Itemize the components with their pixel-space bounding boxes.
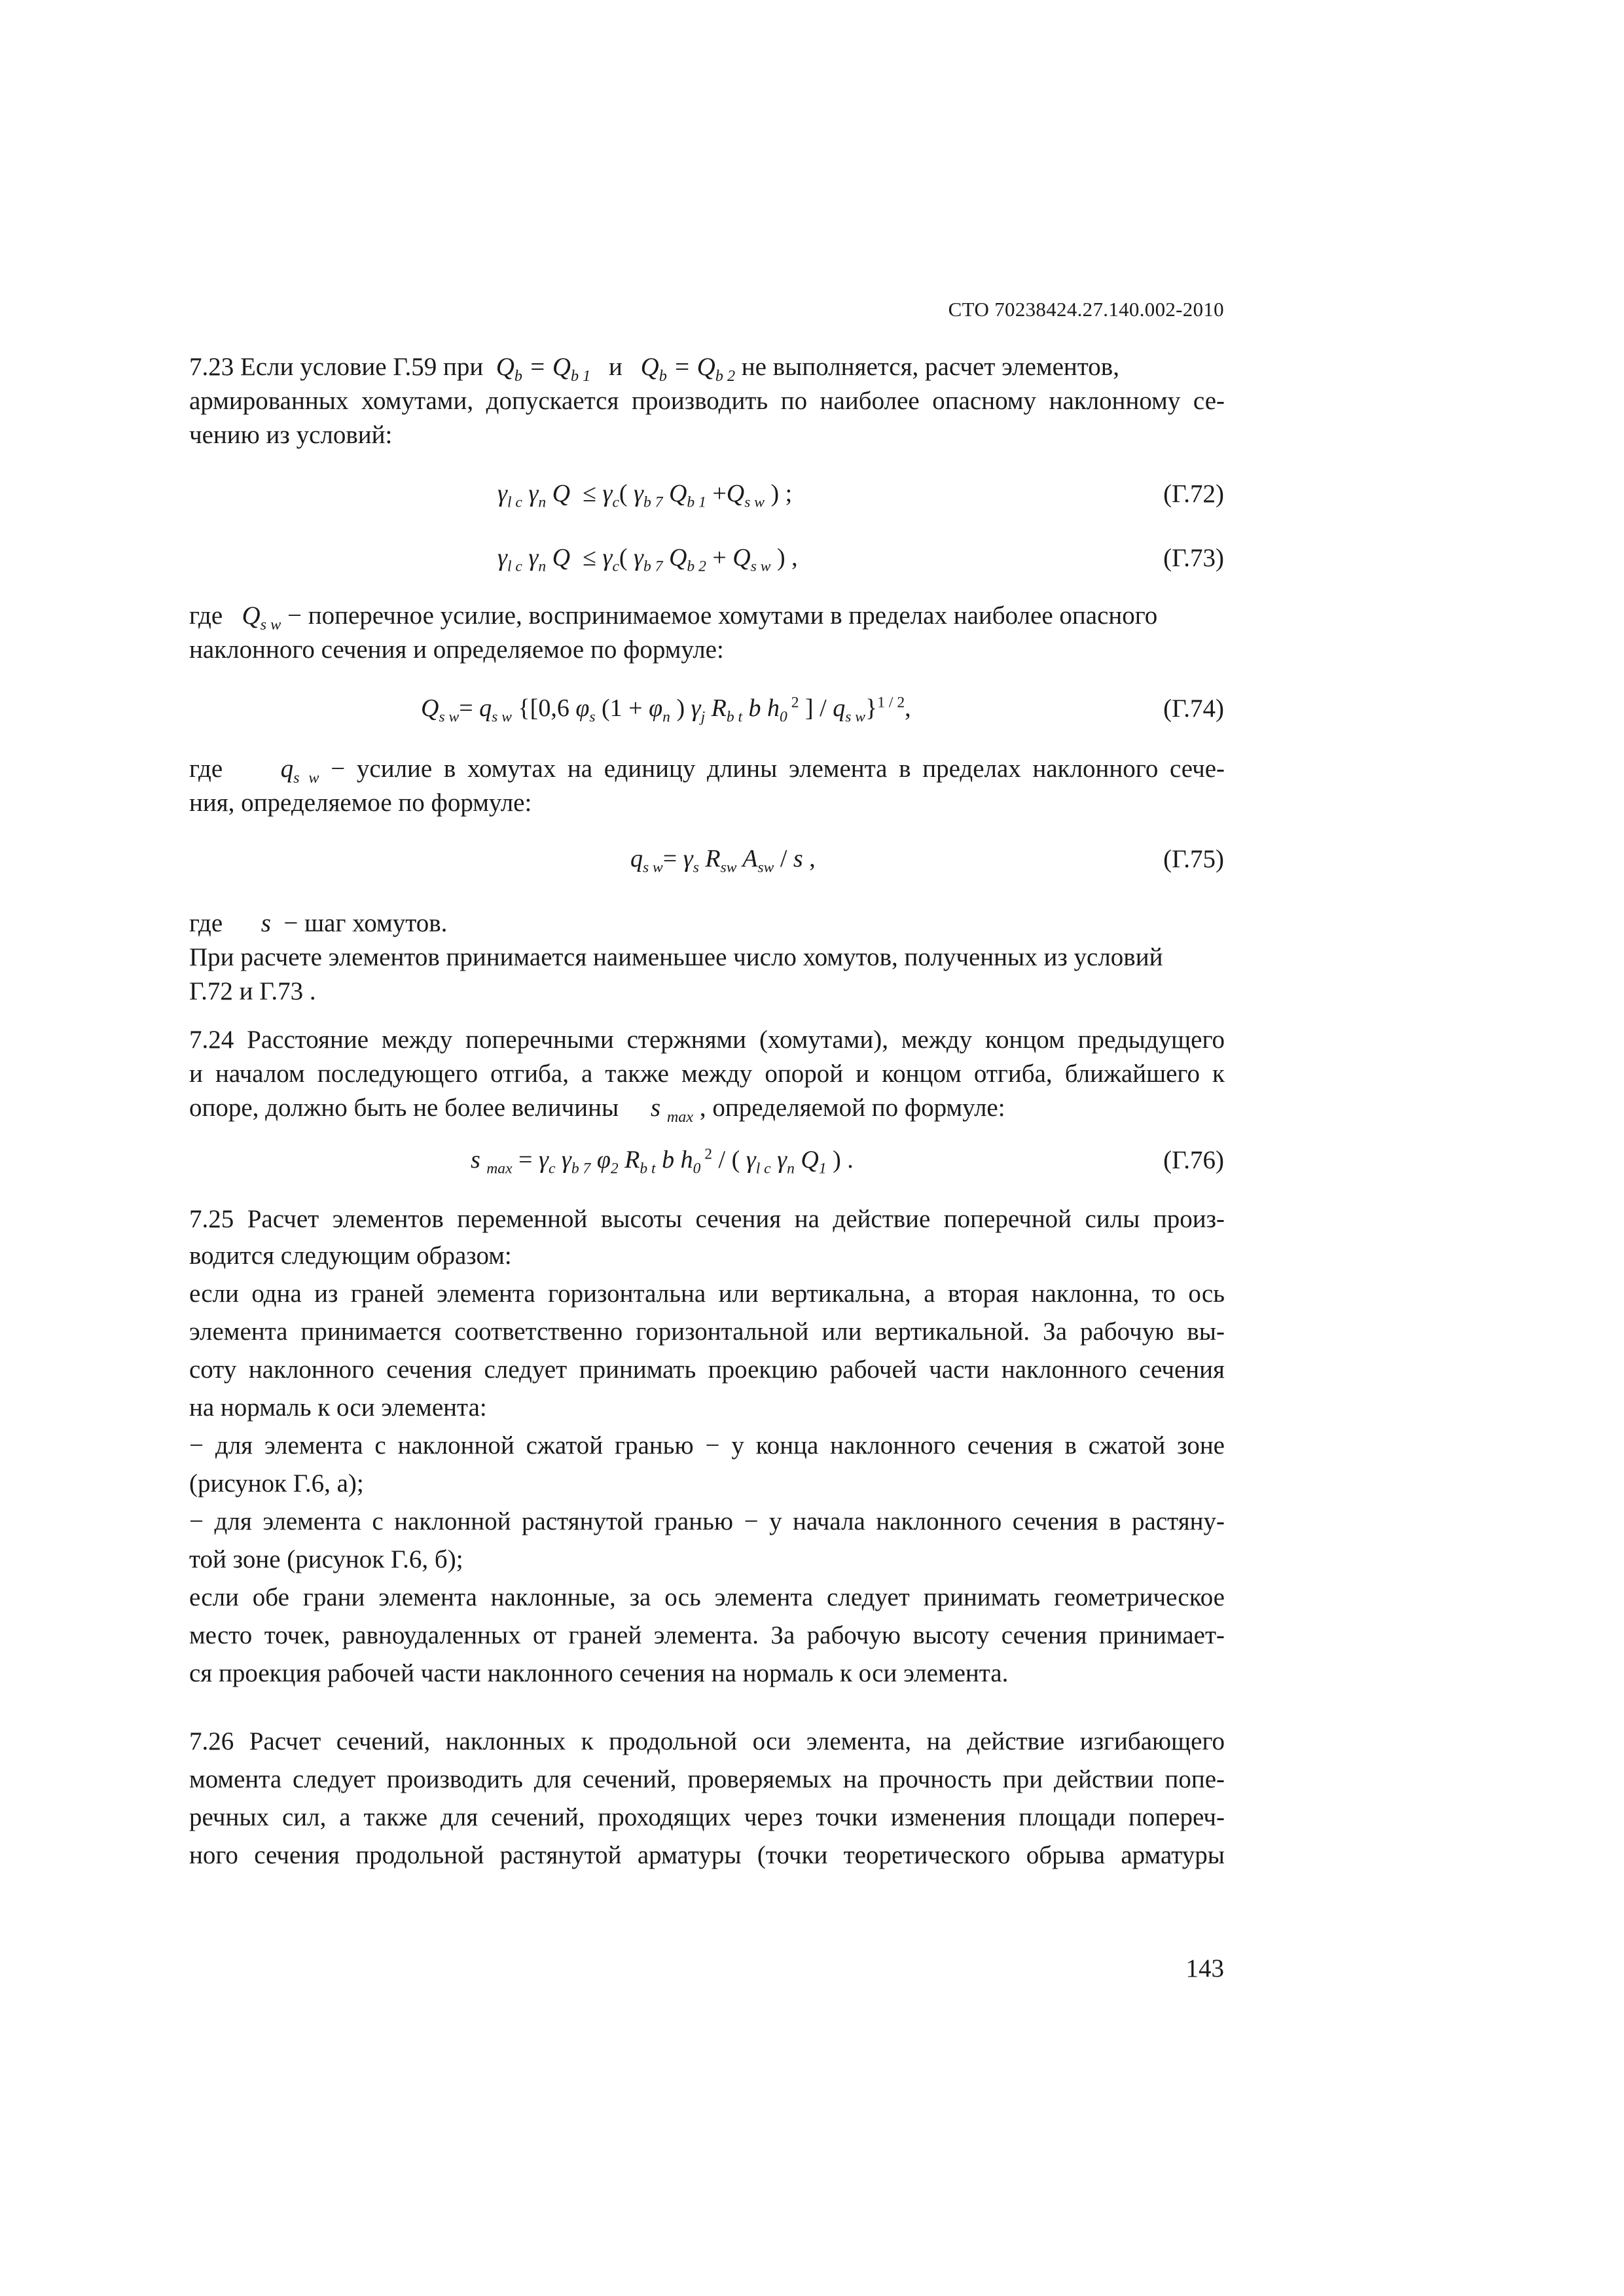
formula-number-g72: (Г.72) (1163, 480, 1224, 508)
condition-2: $Q_b = Q_{b 2}$ (640, 353, 736, 385)
formula-number-g73: (Г.73) (1163, 544, 1224, 572)
formula-g76: s $_{max} = \gamma_c$ $\gamma_{b 7}$ $\varphi_2$ $R_{b t}$ b $h_0$ $^2$ / ( $\gamma_{l c}$ $\gamma_n$ $Q_1$ ) . (471, 1145, 854, 1177)
formula-g72: $\gamma_{l c}$ $\gamma_n$ $Q \le \gamma_c$( $\gamma_{b 7}$ $Q_{b 1} +Q_{s w}$ ) ; (497, 480, 793, 511)
formula-g73: $\gamma_{l c}$ $\gamma_n$ $Q \le \gamma_c$( $\gamma_{b 7}$ $Q_{b 2} + Q_{s w}$ ) , (497, 544, 798, 575)
formula-g75: $q_{s w}= \gamma_s$ $R_{sw}$ $A_{sw}$ / s , (630, 845, 816, 876)
symbol-q-sw: $q_{s w}$ (280, 755, 319, 787)
symbol-s-max: s $_{max}$ (650, 1094, 694, 1126)
paragraph-line: 7.23 Если условие Г.59 при $Q_b = Q_{b 1}$ и $Q_b = Q_{b 2}$ не выполняется, расчет элементов, (189, 353, 1119, 385)
document-page: СТО 70238424.27.140.002-2010 7.23 Если условие Г.59 при $Q_b = Q_{b 1}$ и $Q_b = Q_{b 2}$ не выполняется, расчет элементов, армированных хомутами, допускается производить по наиболее опасному наклонному се- чению из условий: $\gamma_{l c}$ $\gamma_n$ $Q \le \gamma_c$( $\gamma_{b 7}$ $Q_{b 1} +Q_{s w}$ ) ; (Г.72) $\gamma_{l c}$ $\gamma_n$ $Q \le \gamma_c$( $\gamma_{b 7}$ $Q_{b 2} + Q_{s w}$ ) , (Г.73) где $Q_{s w}$ − поперечное усилие, воспринимаемое хомутами в пределах наиболее опасного наклонного сечения и определяемое по формуле: $Q_{s w}= q_{s w}$ {[0,6 $\varphi_s$ ($1 + \varphi_n$ ) $\gamma_j$ $R_{b t}$ b $h_0$ $^2$ ] / $q_{s w}\}^{1 / 2}$, (Г.74) где $q_{s w}$ − усилие в хомутах на единицу длины элемента в пределах наклонного сече- ния, определяемое по формуле: $q_{s w}= \gamma_s$ $R_{sw}$ $A_{sw}$ / s , (Г.75) где s − шаг хомутов. При расчете элементов принимается наименьшее число хомутов, полученных из условий Г.72 и Г.73 . 7.24 Расстояние между поперечными стержнями (хомутами), между концом предыдущего и началом последующего отгиба, а также между опорой и концом отгиба, ближайшего к опоре, должно быть не более величины s $_{max}$ , определяемой по формуле: s $_{max} = \gamma_c$ $\gamma_{b 7}$ $\varphi_2$ $R_{b t}$ b $h_0$ $^2$ / ( $\gamma_{l c}$ $\gamma_n$ $Q_1$ ) . (Г.76) 7.25 Расчет элементов переменной высоты сечения на действие поперечной силы произ- водится следующим образом: если одна из граней элемента горизонтальна или вертикальна, а вторая наклонна, то ось элемента принимается соответственно горизонтальной или вертикальной. За рабочую вы- соту наклонного сечения следует принимать проекцию рабочей части наклонного сечения на нормаль к оси элемента: − для элемента с наклонной сжатой гранью − у конца наклонного сечения в сжатой зоне (рисунок Г.6, а); − для элемента с наклонной растянутой гранью − у начала наклонного сечения в растяну- той зоне (рисунок Г.6, б); если обе грани элемента наклонные, за ось элемента следует принимать геометрическое место точек, равноудаленных от граней элемента. За рабочую высоту сечения принимает- ся проекция рабочей части наклонного сечения на нормаль к оси элемента. 7.26 Расчет сечений, наклонных к продольной оси элемента, на действие изгибающего момента следует производить для сечений, проверяемых на прочность при действии попе- речных сил, а также для сечений, проходящих через точки изменения площади попереч- ного сечения продольной растянутой арматуры (точки теоретического обрыва арматуры 143 (189, 298, 1225, 1982)
page-number: 143 (1185, 1954, 1224, 1982)
formula-g74: $Q_{s w}= q_{s w}$ {[0,6 $\varphi_s$ ($1 + \varphi_n$ ) $\gamma_j$ $R_{b t}$ b $h_0$ $^2$ ] / $q_{s w}\}^{1 / 2}$, (421, 694, 911, 726)
paragraph-line: армированных хомутами, допускается производить по наиболее опасному наклонному се- (189, 387, 1225, 415)
symbol-s: s (261, 909, 271, 937)
condition-1: $Q_b = Q_{b 1}$ (489, 353, 591, 385)
formula-number-g76: (Г.76) (1163, 1146, 1224, 1174)
formula-number-g74: (Г.74) (1163, 694, 1224, 723)
symbol-qsw: $Q_{s w}$ (242, 601, 281, 634)
paragraph-line: чению из условий: (189, 421, 393, 449)
document-code-header: СТО 70238424.27.140.002-2010 (948, 298, 1224, 321)
formula-number-g75: (Г.75) (1163, 845, 1224, 873)
